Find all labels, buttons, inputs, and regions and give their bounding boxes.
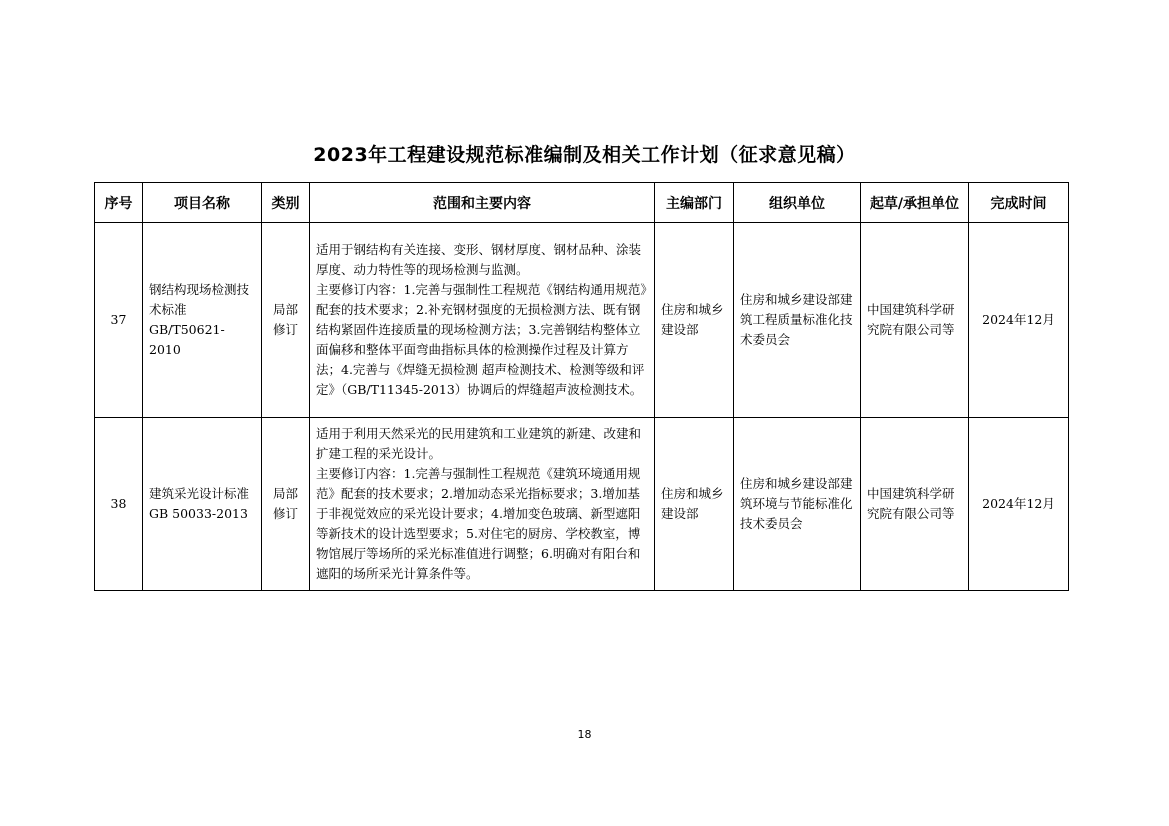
scope-text: 适用于利用天然采光的民用建筑和工业建筑的新建、改建和扩建工程的采光设计。 主要修订内容：1.完善与强制性工程规范《建筑环境通用规范》配套的技术要求；2.增加动态采光指标要求；3.增加基于非视觉效应的采光设计要求；4.增加变色玻璃、新型遮阳等新技术的设计选型要求；5.对住宅的厨房、学校教室，博物馆展厅等场所的采光标准值进行调整；6.明确对有阳台和遮阳的场所采光计算条件等。 xyxy=(316,426,642,581)
header-category: 类别 xyxy=(262,183,310,223)
cell-seq: 37 xyxy=(95,223,143,418)
header-time: 完成时间 xyxy=(969,183,1069,223)
cell-org: 住房和城乡建设部建筑环境与节能标准化技术委员会 xyxy=(734,418,861,591)
cell-drafter: 中国建筑科学研究院有限公司等 xyxy=(861,418,969,591)
cell-dept: 住房和城乡建设部 xyxy=(655,223,734,418)
header-drafter: 起草/承担单位 xyxy=(861,183,969,223)
cell-seq: 38 xyxy=(95,418,143,591)
table-row xyxy=(95,418,1069,591)
header-name: 项目名称 xyxy=(143,183,262,223)
cell-category: 局部修订 xyxy=(262,418,310,591)
cell-time: 2024年12月 xyxy=(969,223,1069,418)
cell-name: 建筑采光设计标准GB 50033-2013 xyxy=(143,418,262,591)
cell-category: 局部修订 xyxy=(262,223,310,418)
work-plan-table xyxy=(94,182,1069,591)
cell-time: 2024年12月 xyxy=(969,418,1069,591)
cell-name: 钢结构现场检测技术标准GB/T50621-2010 xyxy=(143,223,262,418)
cell-dept: 住房和城乡建设部 xyxy=(655,418,734,591)
scope-text: 适用于钢结构有关连接、变形、钢材厚度、钢材品种、涂装厚度、动力特性等的现场检测与监测。 主要修订内容：1.完善与强制性工程规范《钢结构通用规范》配套的技术要求；2.补充钢材强度的无损检测方法、既有钢结构紧固件连接质量的现场检测方法；3.完善钢结构整体立面偏移和整体平面弯曲指标具体的检测操作过程及计算方法；4.完善与《焊缝无损检测 超声检测技术、检测等级和评定》（GB/T11345-2013）协调后的焊缝超声波检测技术。 xyxy=(316,242,647,397)
header-dept: 主编部门 xyxy=(655,183,734,223)
table-row xyxy=(95,223,1069,418)
page-number: 18 xyxy=(577,728,592,741)
cell-org: 住房和城乡建设部建筑工程质量标准化技术委员会 xyxy=(734,223,861,418)
header-seq: 序号 xyxy=(95,183,143,223)
cell-scope xyxy=(310,418,655,591)
header-scope: 范围和主要内容 xyxy=(310,183,655,223)
table-header-row xyxy=(95,183,1069,223)
page-title: 2023年工程建设规范标准编制及相关工作计划（征求意见稿） xyxy=(313,144,856,166)
cell-scope xyxy=(310,223,655,418)
header-org: 组织单位 xyxy=(734,183,861,223)
cell-drafter: 中国建筑科学研究院有限公司等 xyxy=(861,223,969,418)
